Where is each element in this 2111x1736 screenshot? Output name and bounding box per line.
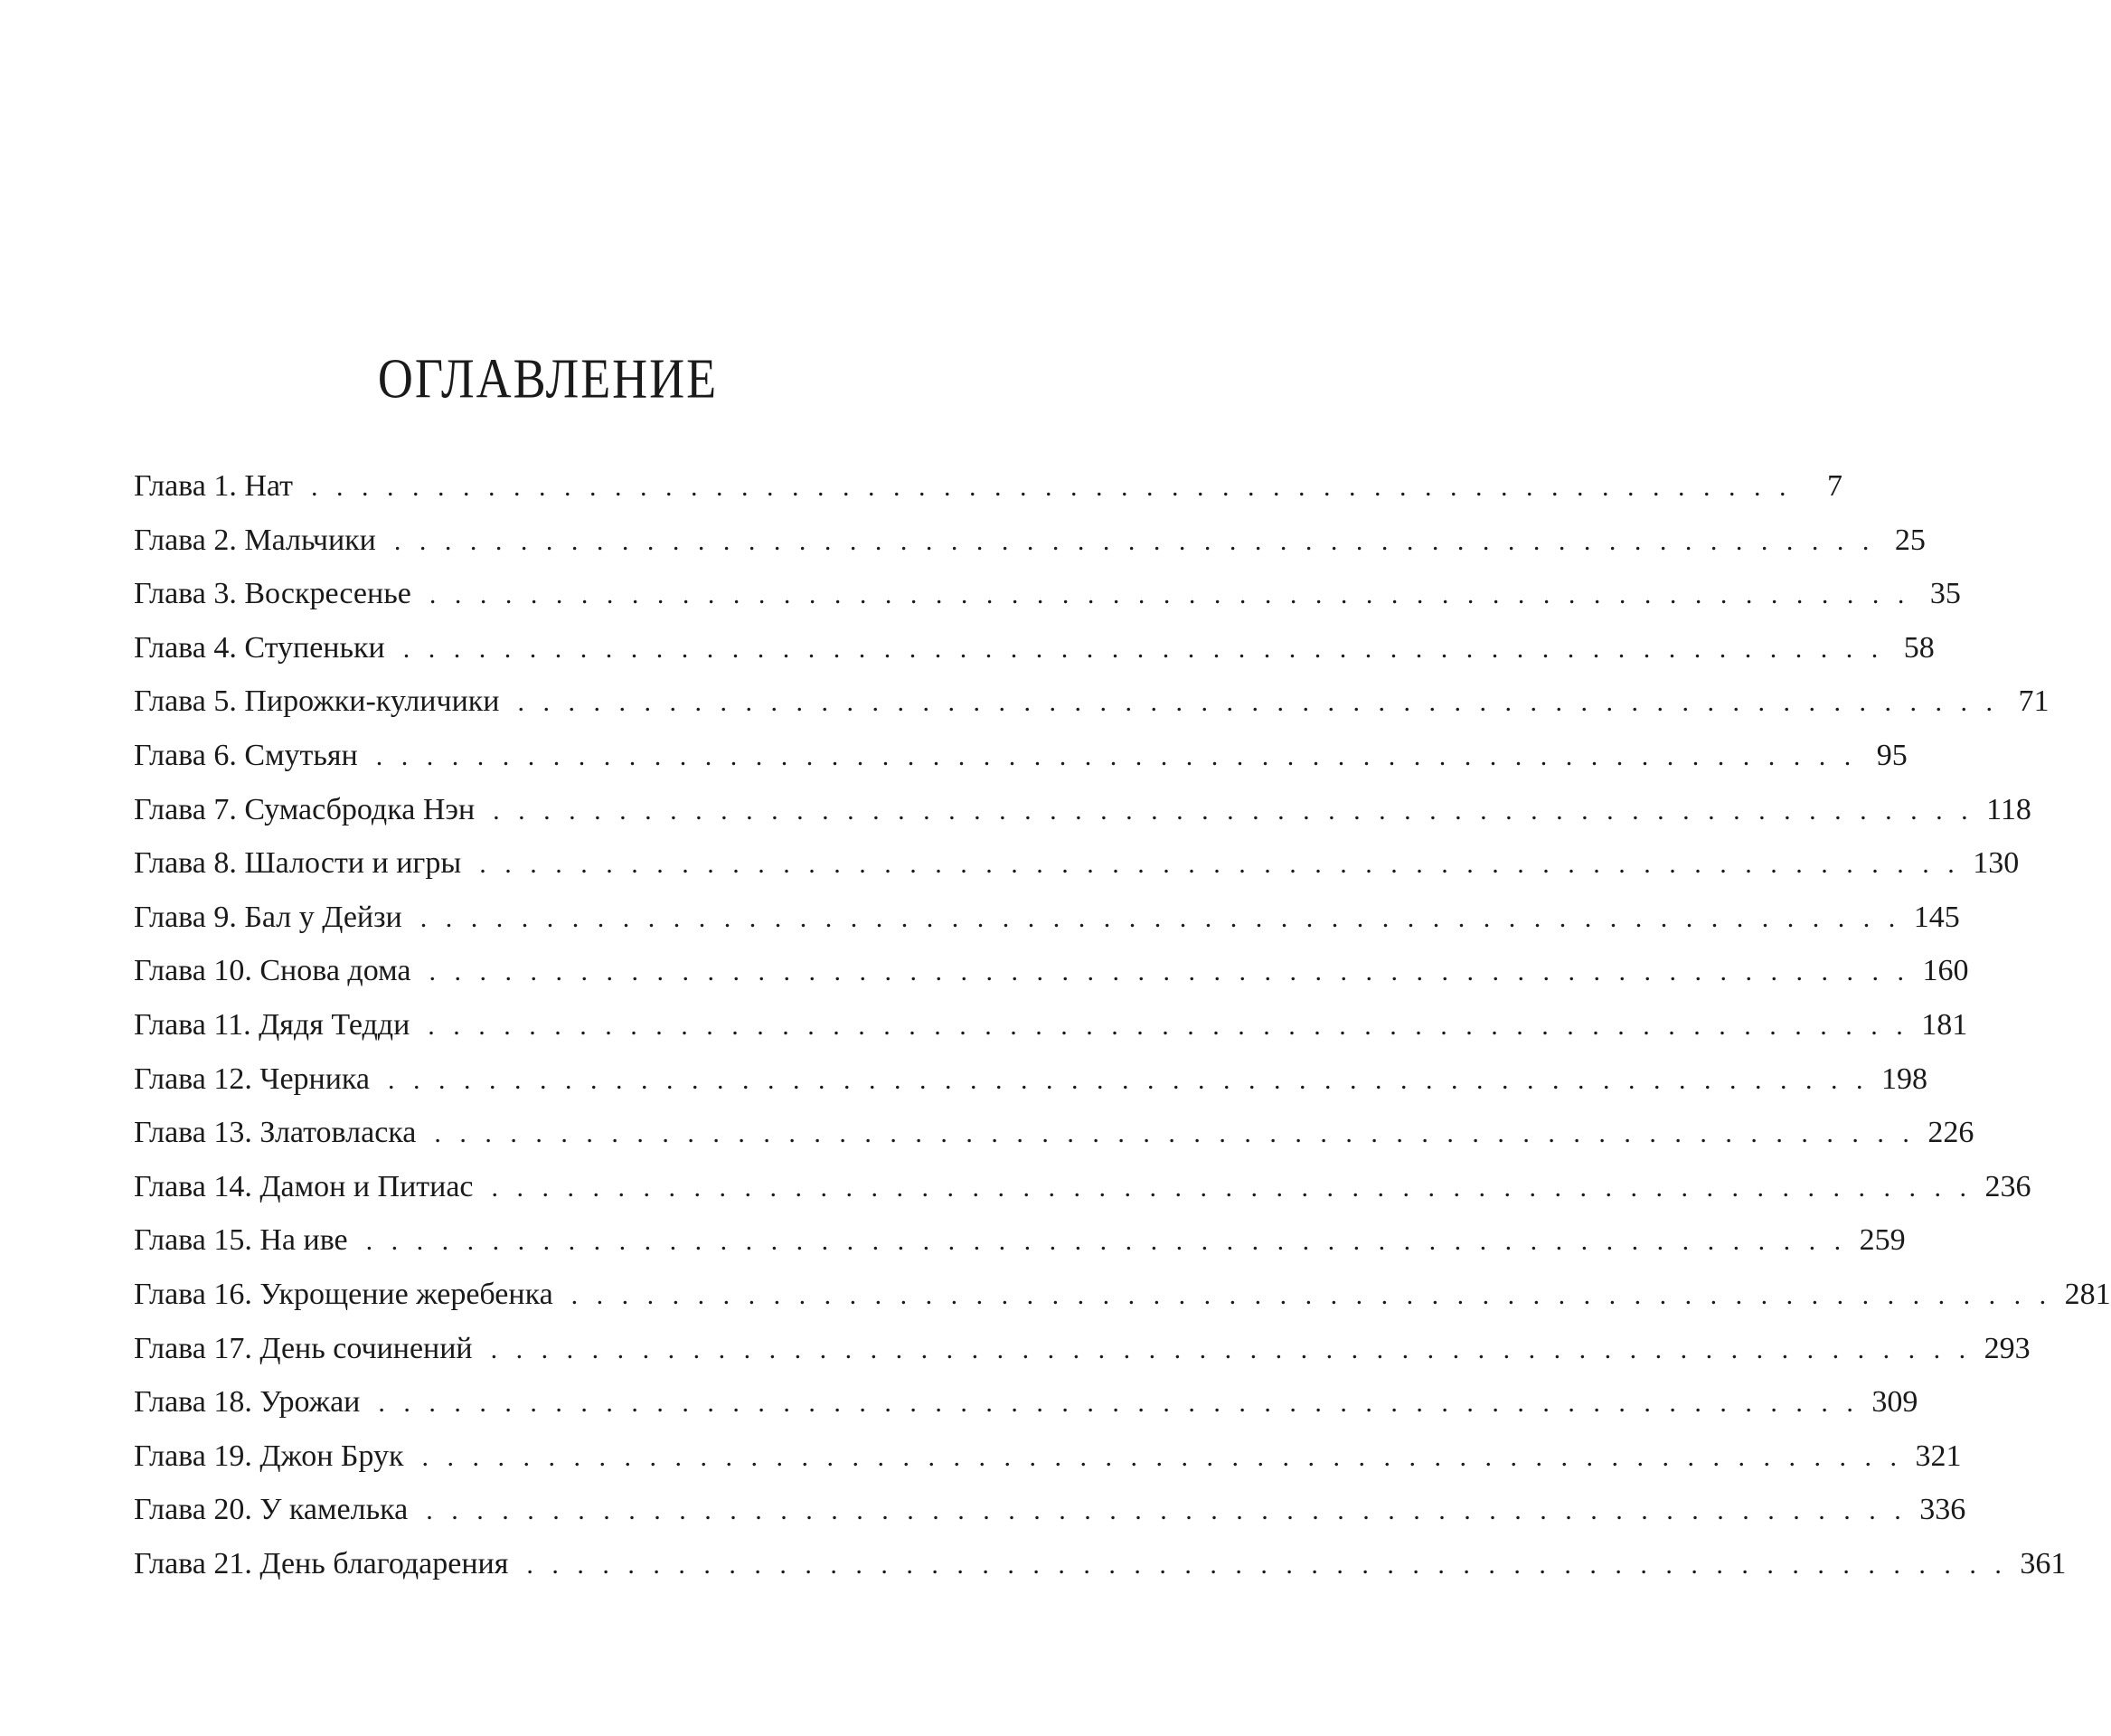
chapter-title: Глава 18. Урожаи (134, 1385, 361, 1420)
toc-entry (134, 621, 1935, 675)
page-number: 145 (1913, 900, 1960, 934)
toc-entry (134, 1160, 2031, 1214)
chapter-title: Глава 2. Мальчики (134, 523, 376, 557)
dot-leader: . . . . . . . . . . . . . . . . . . . . . . . . . . . . . . . . . . . . . . . . . . . . . . . . . . . . . . . . . . . (570, 1279, 2052, 1310)
dot-leader: . . . . . . . . . . . . . . . . . . . . . . . . . . . . . . . . . . . . . . . . . . . . . . . . . . . . . . . . . . . (365, 1226, 1847, 1257)
toc-entry (134, 783, 2031, 837)
dot-leader: . . . . . . . . . . . . . . . . . . . . . . . . . . . . . . . . . . . . . . . . . . . . . . . . . . . . . . . . . . . (493, 795, 1974, 826)
chapter-title: Глава 1. Нат (134, 469, 293, 503)
page-number: 160 (1922, 954, 1969, 988)
dot-leader: . . . . . . . . . . . . . . . . . . . . . . . . . . . . . . . . . . . . . . . . . . . . . . . . . . . . . . . . . . . (426, 1495, 1908, 1526)
page-number: 71 (2018, 684, 2050, 719)
dot-leader: . . . . . . . . . . . . . . . . . . . . . . . . . . . . . . . . . . . . . . . . . . . . . . . . . . . . . . . . . . . (429, 957, 1910, 987)
dot-leader: . . . . . . . . . . . . . . . . . . . . . . . . . . . . . . . . . . . . . . . . . . . . . . . . . . . . . . . . . . . (375, 741, 1857, 771)
page-number: 58 (1903, 630, 1935, 665)
chapter-title: Глава 20. У камелька (134, 1493, 409, 1527)
dot-leader: . . . . . . . . . . . . . . . . . . . . . . . . . . . . . . . . . . . . . . . . . . . . . . . . . . . . . . . . . . . (491, 1172, 1973, 1203)
toc-entry (134, 1483, 1966, 1537)
toc-entry (134, 1213, 1906, 1268)
chapter-title: Глава 21. День благодарения (134, 1546, 509, 1580)
dot-leader: . . . . . . . . . . . . . . . . . . . . . . . . . . . . . . . . . . . . . . . . . . . . . . . . . . . . . . . . . . . (310, 472, 1792, 502)
page-number: 181 (1921, 1007, 1968, 1042)
dot-leader: . . . . . . . . . . . . . . . . . . . . . . . . . . . . . . . . . . . . . . . . . . . . . . . . . . . . . . . . . . . (378, 1388, 1860, 1419)
toc-entry (134, 998, 1968, 1052)
page-number: 336 (1919, 1493, 1966, 1527)
dot-leader: . . . . . . . . . . . . . . . . . . . . . . . . . . . . . . . . . . . . . . . . . . . . . . . . . . . . . . . . . . . (517, 687, 1999, 718)
dot-leader: . . . . . . . . . . . . . . . . . . . . . . . . . . . . . . . . . . . . . . . . . . . . . . . . . . . . . . . . . . . (419, 902, 1901, 933)
page-number: 118 (1986, 792, 2031, 826)
dot-leader: . . . . . . . . . . . . . . . . . . . . . . . . . . . . . . . . . . . . . . . . . . . . . . . . . . . . . . . . . . . (428, 1010, 1909, 1041)
page-title: ОГЛАВЛЕНИЕ (377, 347, 719, 410)
page-number: 35 (1929, 577, 1961, 611)
chapter-title: Глава 3. Воскресенье (134, 577, 411, 611)
toc-entry (134, 567, 1961, 621)
page-number: 281 (2064, 1277, 2111, 1311)
page-number: 259 (1859, 1223, 1906, 1258)
page-number: 130 (1973, 846, 2020, 881)
dot-leader: . . . . . . . . . . . . . . . . . . . . . . . . . . . . . . . . . . . . . . . . . . . . . . . . . . . . . . . . . . . (402, 633, 1884, 664)
toc-entry (134, 1268, 2111, 1322)
dot-leader: . . . . . . . . . . . . . . . . . . . . . . . . . . . . . . . . . . . . . . . . . . . . . . . . . . . . . . . . . . . (490, 1334, 1972, 1364)
toc-entry (134, 729, 1908, 783)
chapter-title: Глава 4. Ступеньки (134, 630, 385, 665)
dot-leader: . . . . . . . . . . . . . . . . . . . . . . . . . . . . . . . . . . . . . . . . . . . . . . . . . . . . . . . . . . . (421, 1441, 1903, 1472)
chapter-title: Глава 10. Снова дома (134, 954, 411, 988)
dot-leader: . . . . . . . . . . . . . . . . . . . . . . . . . . . . . . . . . . . . . . . . . . . . . . . . . . . . . . . . . . . (429, 580, 1910, 610)
dot-leader: . . . . . . . . . . . . . . . . . . . . . . . . . . . . . . . . . . . . . . . . . . . . . . . . . . . . . . . . . . . (388, 1064, 1870, 1095)
toc-entry (134, 836, 2020, 891)
toc-entry (134, 1322, 2031, 1376)
chapter-title: Глава 5. Пирожки-куличики (134, 684, 500, 719)
chapter-title: Глава 8. Шалости и игры (134, 846, 462, 881)
page-number: 236 (1984, 1169, 2031, 1203)
toc-entry (134, 891, 1960, 945)
page-number: 226 (1927, 1116, 1974, 1150)
toc-entry (134, 1106, 1974, 1160)
page-number: 25 (1894, 523, 1926, 557)
dot-leader: . . . . . . . . . . . . . . . . . . . . . . . . . . . . . . . . . . . . . . . . . . . . . . . . . . . . . . . . . . . (526, 1549, 2008, 1580)
page-number: 361 (2020, 1546, 2067, 1580)
table-of-contents (134, 459, 2111, 1590)
toc-entry (134, 459, 1842, 514)
dot-leader: . . . . . . . . . . . . . . . . . . . . . . . . . . . . . . . . . . . . . . . . . . . . . . . . . . . . . . . . . . . (479, 849, 1961, 880)
page-number: 309 (1871, 1385, 1918, 1420)
toc-entry (134, 1537, 2067, 1591)
chapter-title: Глава 11. Дядя Тедди (134, 1007, 410, 1042)
page-number: 198 (1881, 1061, 1928, 1096)
page-number: 95 (1876, 738, 1908, 772)
chapter-title: Глава 16. Укрощение жеребенка (134, 1277, 553, 1311)
chapter-title: Глава 15. На иве (134, 1223, 348, 1258)
chapter-title: Глава 14. Дамон и Питиас (134, 1169, 474, 1203)
toc-entry (134, 1052, 1928, 1107)
toc-entry (134, 1429, 1962, 1484)
chapter-title: Глава 7. Сумасбродка Нэн (134, 792, 476, 826)
dot-leader: . . . . . . . . . . . . . . . . . . . . . . . . . . . . . . . . . . . . . . . . . . . . . . . . . . . . . . . . . . . (434, 1118, 1916, 1149)
dot-leader: . . . . . . . . . . . . . . . . . . . . . . . . . . . . . . . . . . . . . . . . . . . . . . . . . . . . . . . . . . . (393, 525, 1875, 556)
page-number: 293 (1984, 1331, 2031, 1365)
chapter-title: Глава 19. Джон Брук (134, 1439, 404, 1473)
toc-entry (134, 944, 1969, 998)
chapter-title: Глава 13. Златовласка (134, 1116, 417, 1150)
chapter-title: Глава 12. Черника (134, 1061, 371, 1096)
chapter-title: Глава 6. Смутьян (134, 738, 358, 772)
toc-entry (134, 514, 1926, 568)
chapter-title: Глава 9. Бал у Дейзи (134, 900, 402, 934)
toc-entry (134, 675, 2050, 729)
page-number: 321 (1915, 1439, 1962, 1473)
page-number: 7 (1826, 469, 1842, 503)
chapter-title: Глава 17. День сочинений (134, 1331, 473, 1365)
toc-entry (134, 1375, 1918, 1429)
